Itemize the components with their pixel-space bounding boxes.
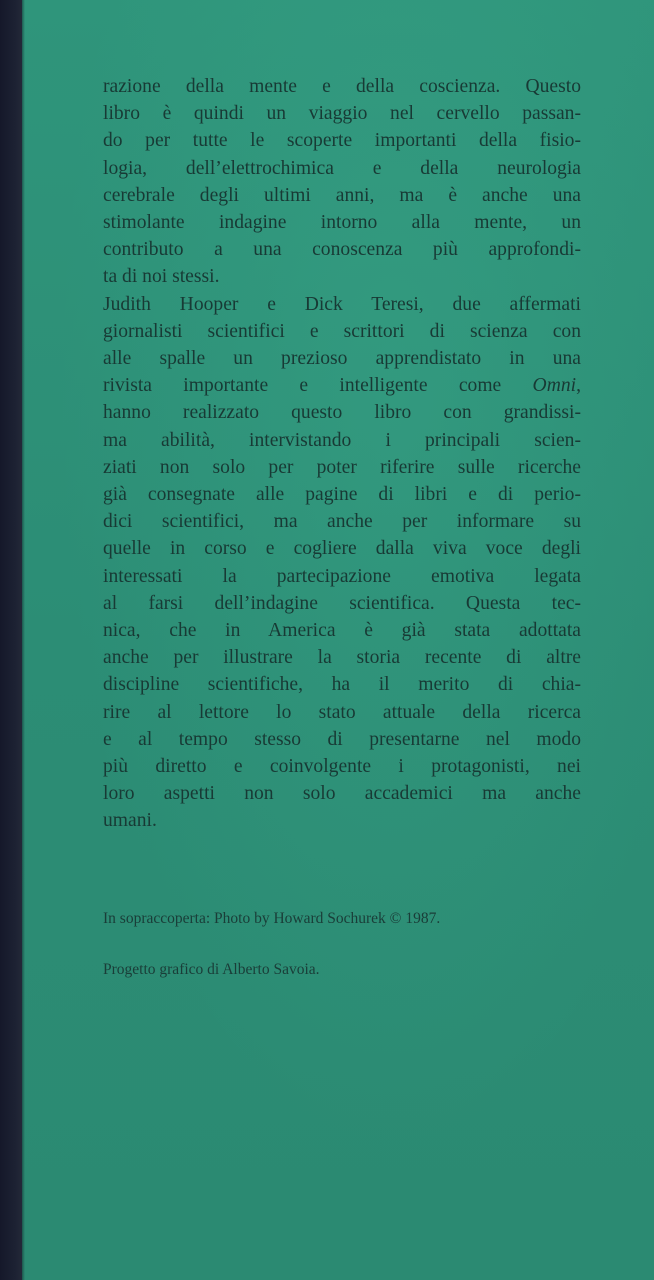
paragraph-2 (103, 291, 581, 835)
text-line: loro aspetti non solo accademici ma anche (103, 783, 581, 805)
text-line: logia, dell’elettrochimica e della neurologia (103, 157, 581, 179)
text-line: libro è quindi un viaggio nel cervello passan- (103, 103, 581, 125)
text-line: già consegnate alle pagine di libri e di perio- (103, 484, 581, 506)
text-line: rire al lettore lo stato attuale della ricerca (103, 701, 581, 723)
text-line: ziati non solo per poter riferire sulle ricerche (103, 456, 581, 478)
text-line: giornalisti scientifici e scrittori di scienza con (103, 320, 581, 342)
text-line: contributo a una conoscenza più approfondi- (103, 239, 581, 261)
text-line: più diretto e coinvolgente i protagonisti, nei (103, 756, 581, 778)
text-fragment: rivista importante e intelligente come (103, 375, 533, 397)
text-line: stimolante indagine intorno alla mente, un (103, 212, 581, 234)
text-line: al farsi dell’indagine scientifica. Questa tec- (103, 592, 581, 614)
text-line: ta di noi stessi. (103, 266, 220, 288)
text-line: hanno realizzato questo libro con grandissi- (103, 402, 581, 424)
spine-edge (0, 0, 22, 1280)
text-line: dici scientifici, ma anche per informare su (103, 511, 581, 533)
text-line: interessati la partecipazione emotiva legata (103, 565, 581, 587)
magazine-title: Omni (532, 375, 577, 397)
text-line: alle spalle un prezioso apprendistato in una (103, 348, 581, 370)
text-line: nica, che in America è già stata adottata (103, 620, 581, 642)
text-line: discipline scientifiche, ha il merito di chia- (103, 674, 581, 696)
text-line: umani. (103, 810, 157, 832)
text-line: ma abilità, intervistando i principali scien- (103, 429, 581, 451)
design-credit: Progetto grafico di Alberto Savoia. (103, 961, 320, 978)
text-line: anche per illustrare la storia recente di altre (103, 647, 581, 669)
paragraph-1 (103, 73, 581, 291)
spine-shadow (22, 0, 25, 1280)
text-line-with-italic (103, 372, 581, 399)
text-line: do per tutte le scoperte importanti della fisio- (103, 130, 581, 152)
text-line: quelle in corso e cogliere dalla viva voce degli (103, 538, 581, 560)
text-line: razione della mente e della coscienza. Questo (103, 76, 581, 97)
text-line: cerebrale degli ultimi anni, ma è anche una (103, 184, 581, 206)
flap-body-text (103, 73, 581, 835)
text-line: Judith Hooper e Dick Teresi, due affermati (103, 293, 581, 315)
cover-photo-credit: In sopraccoperta: Photo by Howard Sochurek © 1987. (103, 910, 441, 927)
text-line: e al tempo stesso di presentarne nel modo (103, 728, 581, 750)
text-fragment: , (576, 375, 581, 397)
